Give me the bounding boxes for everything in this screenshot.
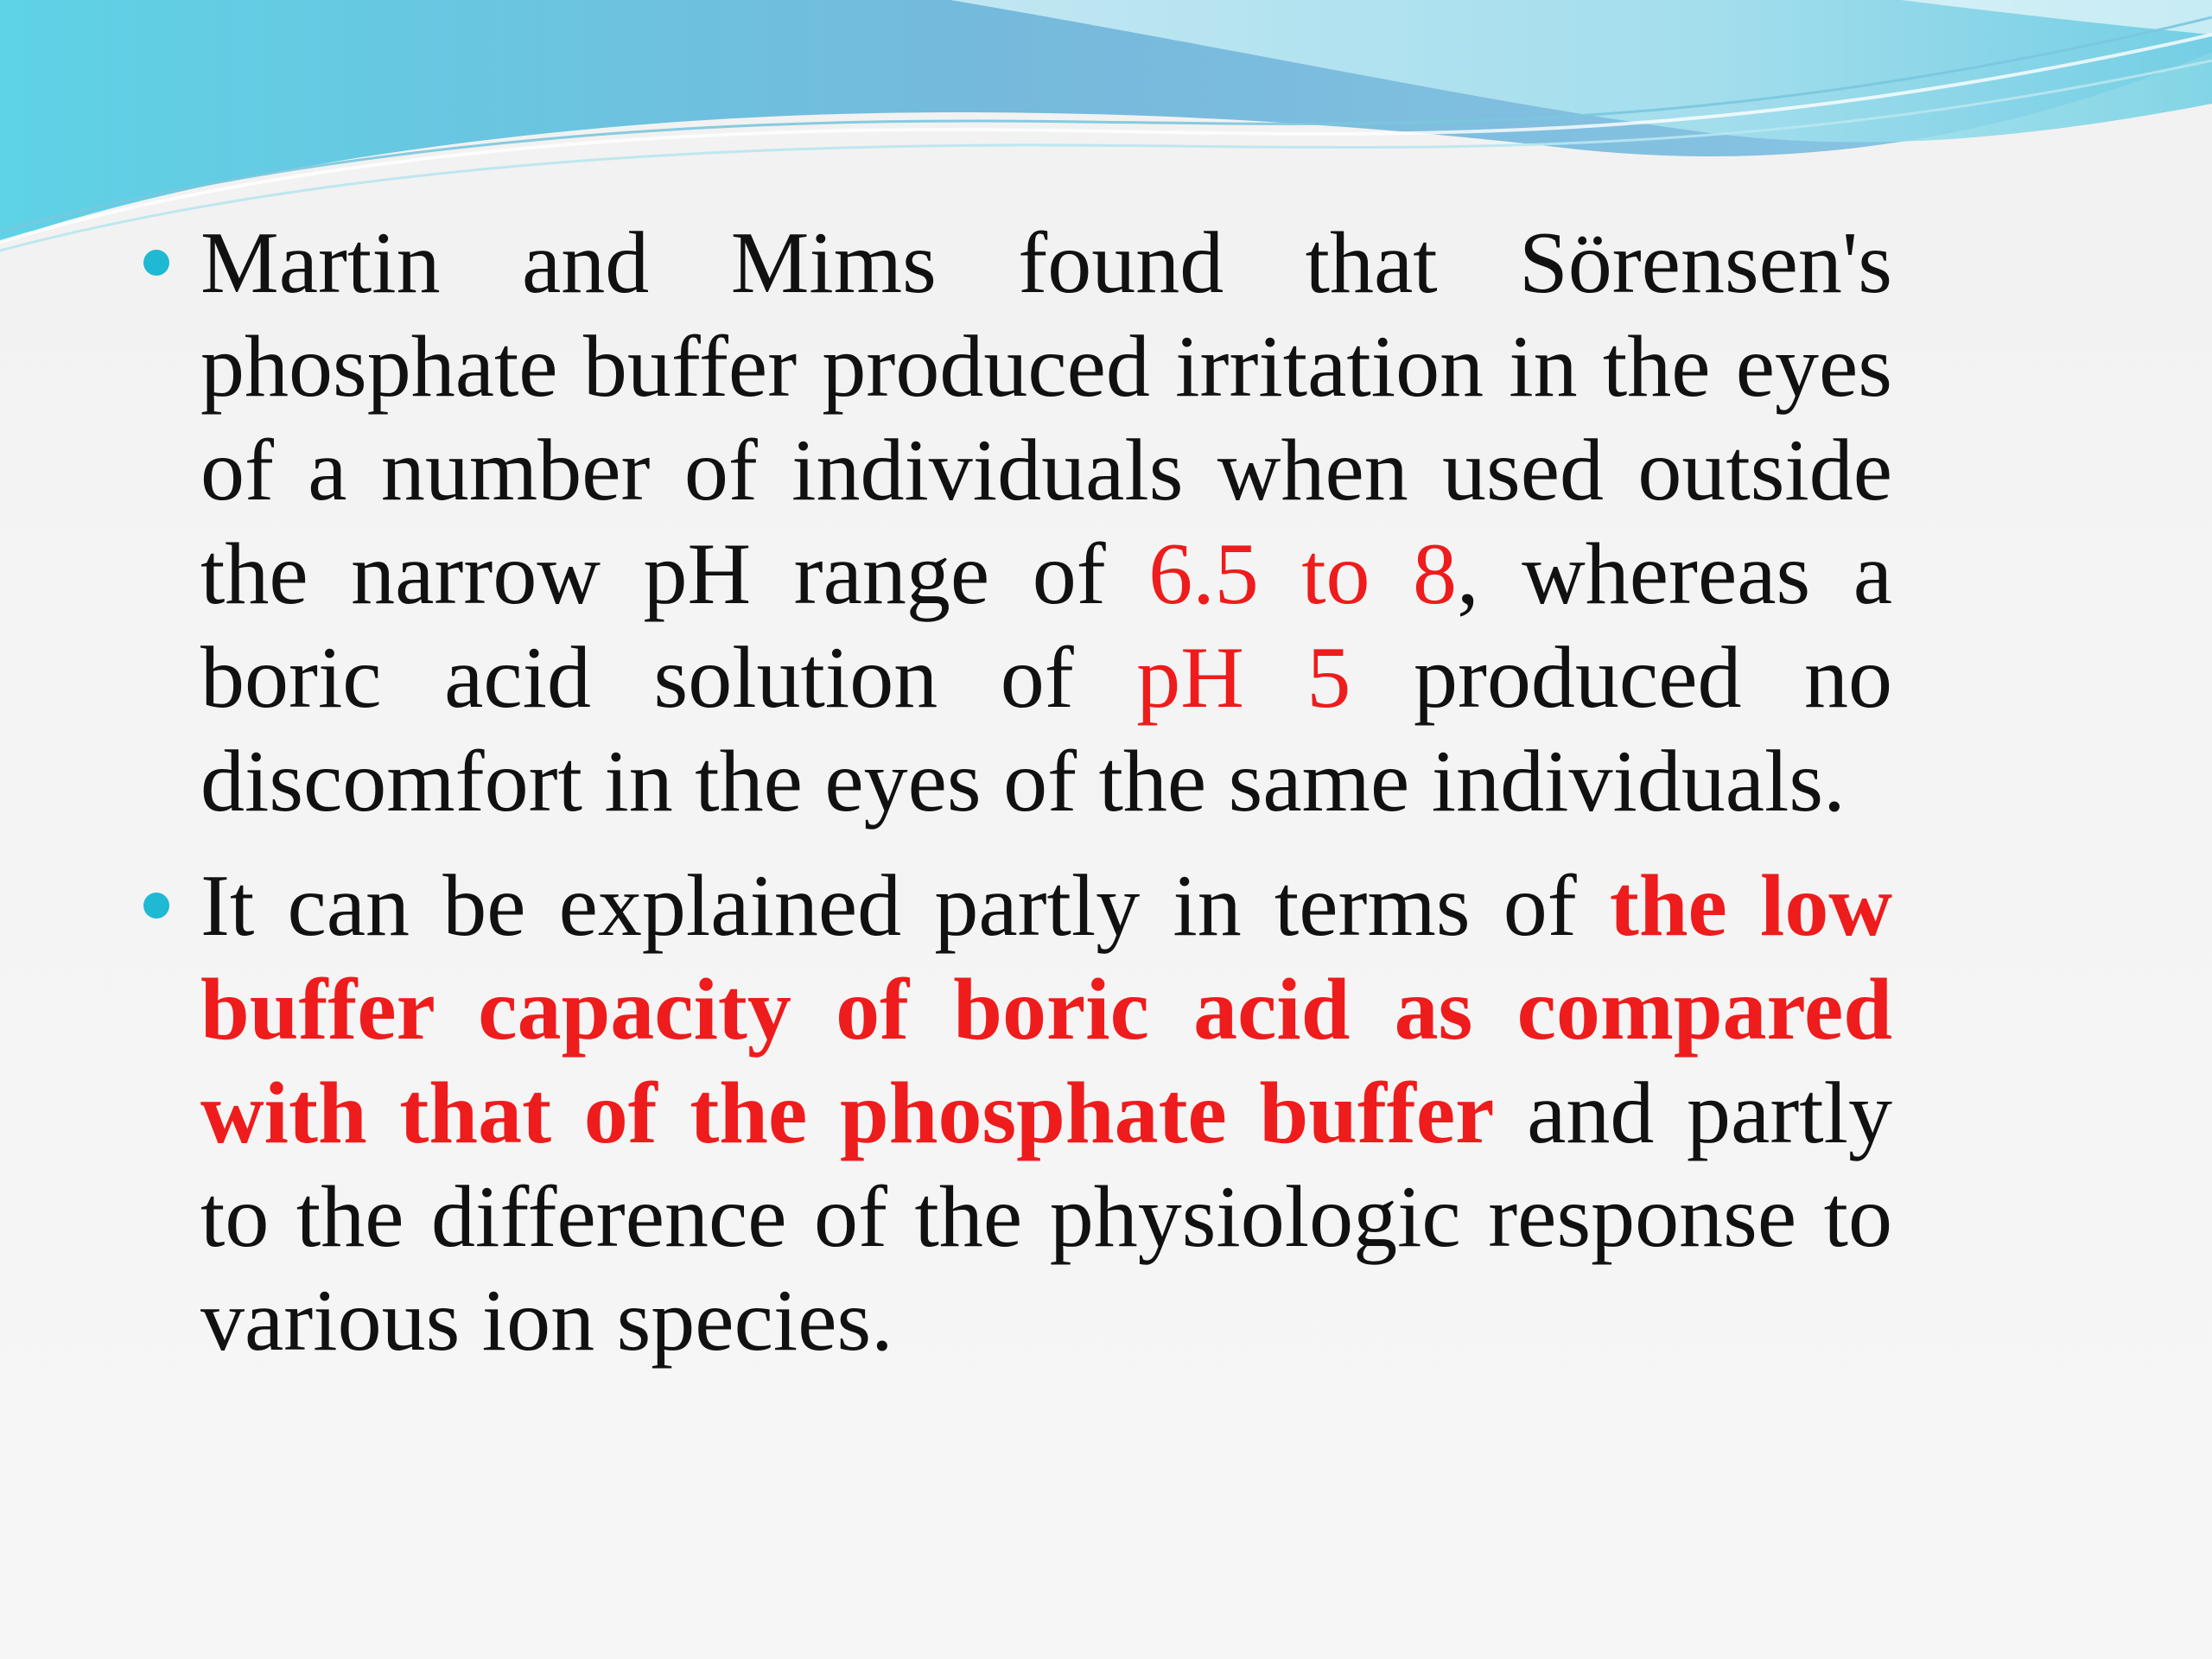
circle-bullet-icon (143, 893, 169, 918)
bullet-1-text-1: Martin and Mims found that Sörensen's phosphate buffer produced irritation in the eyes of a number of individuals when used outside the narrow pH range of (200, 214, 1892, 623)
slide-content (138, 212, 1892, 1394)
circle-bullet-icon (143, 250, 169, 276)
bullet-2-text-1: It can be explained partly in terms of (200, 857, 1610, 955)
bullet-1-text-2: , whereas a boric acid solution of (200, 525, 1892, 727)
bullet-1-highlight-ph-range: 6.5 to 8 (1148, 525, 1458, 623)
bullet-1-highlight-ph5: pH 5 (1136, 629, 1351, 727)
bullet-1-text-3: produced no discomfort in the eyes of the same individuals. (200, 629, 1892, 830)
bullet-2-text-2: and partly to the difference of the physiologic response to various ion species. (200, 1065, 1892, 1370)
bullet-item-2 (138, 855, 1892, 1373)
bullet-item-1 (138, 212, 1892, 834)
bullet-2-highlight-buffer-capacity: the low buffer capacity of boric acid as compared with that of the phosphate buffer (200, 857, 1893, 1162)
